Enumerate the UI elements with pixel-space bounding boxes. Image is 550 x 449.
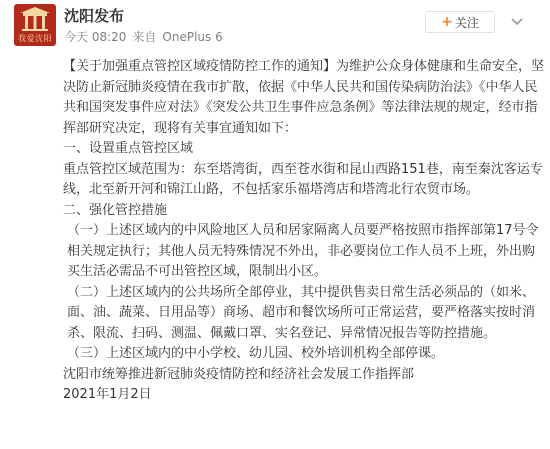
post-meta: [64, 29, 229, 45]
post-paragraph: （一）上述区域内的中风险地区人员和居家隔离人员要严格按照市指挥部第17号令相关规定执行；其他人员无特殊情况不外出，非必要岗位工作人员不上班，外出购买生活必需品不可出管控区域，限制出小区。: [67, 223, 539, 279]
post-paragraph: （三）上述区域内的中小学校、幼儿园、校外培训机构全部停课。: [67, 346, 445, 361]
post-paragraph: （二）上述区域内的公共场所全部停业，其中提供售卖日常生活必须品的（如米、面、油、蔬菜、日用品等）商场、超市和餐饮场所可正常运营，要严格落实按时消杀、限流、扫码、测温、佩戴口罩、实名登记、异常情况报告等防控措施。: [67, 284, 536, 341]
source-prefix: 来自: [132, 30, 157, 44]
post-source: OnePlus 6: [162, 30, 223, 44]
avatar[interactable]: [14, 4, 56, 46]
post-paragraph: 一、设置重点管控区域: [63, 141, 194, 156]
post-paragraph: 沈阳市统筹推进新冠肺炎疫情防控和经济社会发展工作指挥部: [63, 366, 415, 382]
follow-label: 关注: [454, 15, 479, 30]
follow-button[interactable]: [425, 11, 495, 33]
post-paragraph: 重点管控区域范围为：东至塔湾街，西至苍水街和昆山西路151巷，南至秦沈客运专线，北至新开河和锦江山路，不包括家乐福塔湾店和塔湾北行农贸市场。: [63, 161, 543, 197]
post-paragraph: 2021年1月2日: [63, 387, 152, 402]
avatar-caption: 我爱沈阳: [18, 34, 52, 43]
post-time[interactable]: 今天 08:20: [64, 30, 127, 44]
post-content: [63, 57, 547, 406]
post-paragraph: 二、强化管控措施: [63, 202, 168, 218]
post-menu-button[interactable]: [508, 13, 526, 31]
post-paragraph: 【关于加强重点管控区域疫情防控工作的通知】为维护公众身体健康和生命安全，坚决防止新冠肺炎疫情在我市扩散，依据《中华人民共和国传染病防治法》《中华人民共和国突发事件应对法》《突发公共卫生事件应急条例》等法律法规的规定，经市指挥部研究决定，现将有关事宜通知如下：: [63, 59, 545, 136]
author-name[interactable]: 沈阳发布: [64, 7, 125, 25]
plus-icon: +: [441, 14, 453, 30]
chevron-down-icon: [511, 18, 523, 26]
